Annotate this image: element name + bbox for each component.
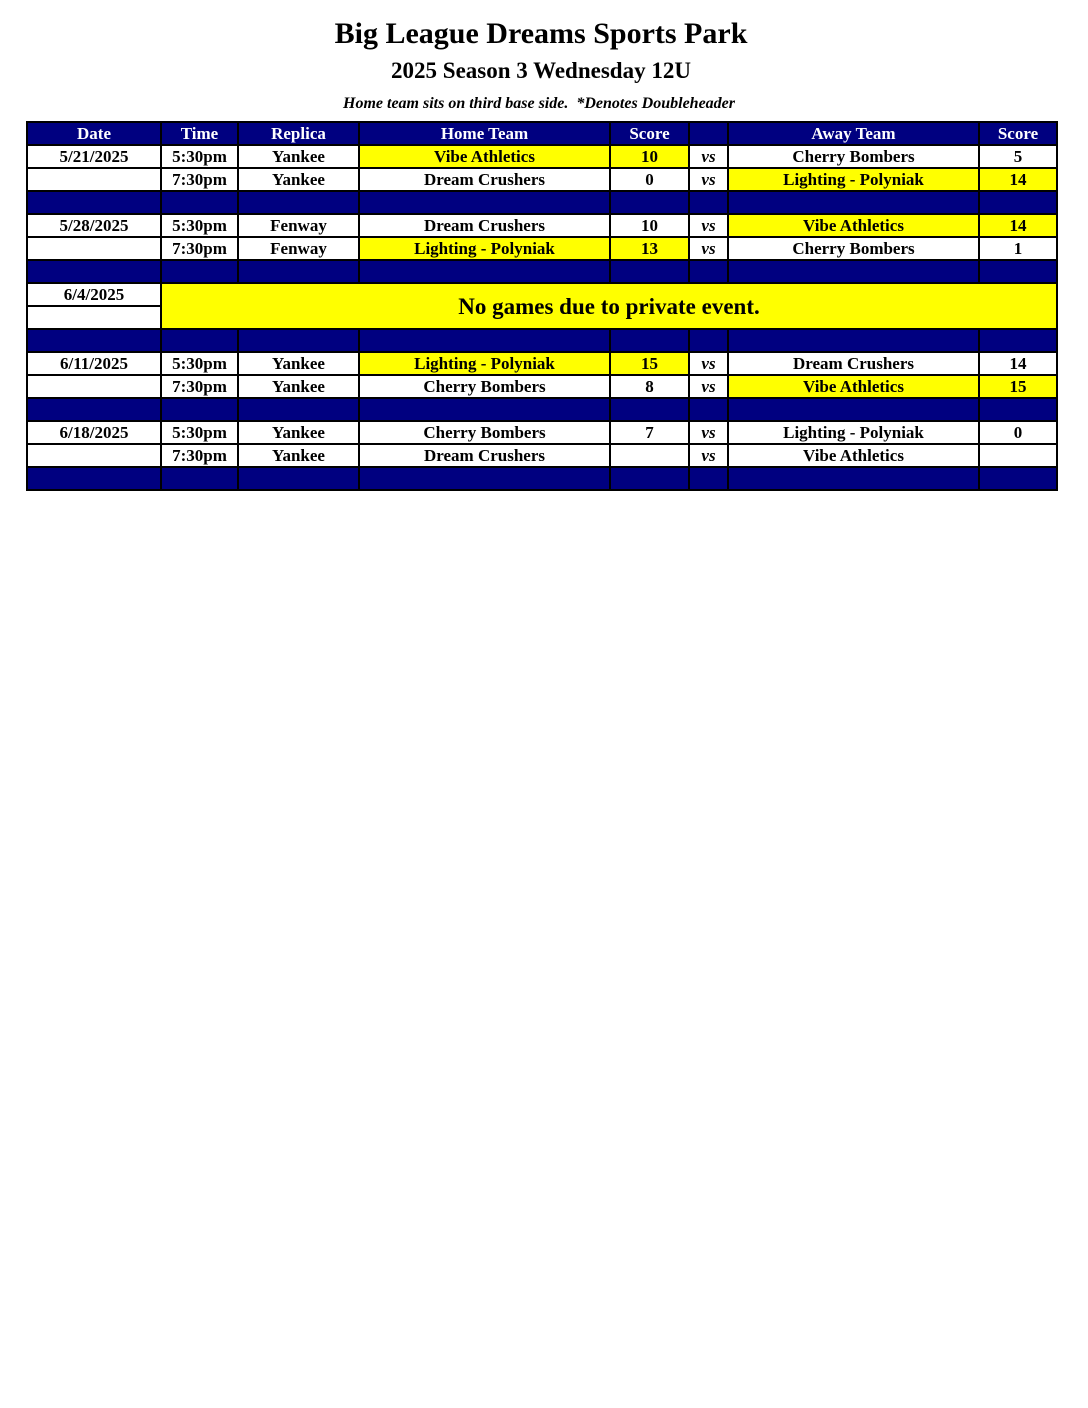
separator-cell xyxy=(689,260,728,283)
home-score-cell: 7 xyxy=(610,421,689,444)
away-team-cell: Vibe Athletics xyxy=(728,214,979,237)
page-subtitle: 2025 Season 3 Wednesday 12U xyxy=(391,58,691,83)
away-score-cell: 15 xyxy=(979,375,1057,398)
separator-cell xyxy=(728,329,979,352)
home-team-cell: Dream Crushers xyxy=(359,168,610,191)
away-score-cell: 0 xyxy=(979,421,1057,444)
separator-cell xyxy=(359,467,610,490)
separator-cell xyxy=(238,329,359,352)
time-cell: 7:30pm xyxy=(161,375,238,398)
game-row xyxy=(27,352,1057,375)
home-team-cell: Dream Crushers xyxy=(359,444,610,467)
replica-cell: Yankee xyxy=(238,352,359,375)
separator-cell xyxy=(610,467,689,490)
vs-label: vs xyxy=(689,421,728,444)
time-cell: 5:30pm xyxy=(161,421,238,444)
separator-cell xyxy=(161,191,238,214)
date-cell: 5/21/2025 xyxy=(27,145,161,168)
separator-cell xyxy=(979,398,1057,421)
separator-row xyxy=(27,467,1057,490)
schedule-body xyxy=(27,145,1057,490)
time-cell: 7:30pm xyxy=(161,444,238,467)
separator-cell xyxy=(689,191,728,214)
header-row xyxy=(27,122,1057,145)
replica-cell: Fenway xyxy=(238,237,359,260)
date-cell-empty xyxy=(27,306,161,329)
separator-cell xyxy=(728,191,979,214)
separator-cell xyxy=(161,398,238,421)
schedule-note: Home team sits on third base side. *Denotes Doubleheader xyxy=(343,95,735,112)
game-row xyxy=(27,444,1057,467)
home-team-cell: Lighting - Polyniak xyxy=(359,237,610,260)
column-header-time: Time xyxy=(161,122,238,145)
column-header-vs xyxy=(689,122,728,145)
separator-cell xyxy=(27,260,161,283)
column-header-replica: Replica xyxy=(238,122,359,145)
date-cell xyxy=(27,237,161,260)
column-header-date: Date xyxy=(27,122,161,145)
separator-cell xyxy=(27,191,161,214)
event-notice: No games due to private event. xyxy=(161,283,1057,329)
column-header-away-team: Away Team xyxy=(728,122,979,145)
separator-cell xyxy=(238,467,359,490)
separator-cell xyxy=(27,398,161,421)
away-score-cell: 5 xyxy=(979,145,1057,168)
game-row xyxy=(27,237,1057,260)
date-cell: 6/18/2025 xyxy=(27,421,161,444)
separator-cell xyxy=(610,398,689,421)
game-row xyxy=(27,214,1057,237)
away-team-cell: Cherry Bombers xyxy=(728,237,979,260)
column-header-away-score: Score xyxy=(979,122,1057,145)
separator-cell xyxy=(359,398,610,421)
replica-cell: Yankee xyxy=(238,421,359,444)
separator-cell xyxy=(610,260,689,283)
separator-cell xyxy=(610,329,689,352)
separator-cell xyxy=(359,329,610,352)
separator-cell xyxy=(979,260,1057,283)
home-score-cell: 8 xyxy=(610,375,689,398)
home-score-cell: 0 xyxy=(610,168,689,191)
separator-cell xyxy=(979,467,1057,490)
away-team-cell: Vibe Athletics xyxy=(728,375,979,398)
home-score-cell xyxy=(610,444,689,467)
date-cell xyxy=(27,168,161,191)
vs-label: vs xyxy=(689,214,728,237)
separator-row xyxy=(27,191,1057,214)
home-score-cell: 13 xyxy=(610,237,689,260)
game-row xyxy=(27,375,1057,398)
game-row xyxy=(27,421,1057,444)
page-title: Big League Dreams Sports Park xyxy=(334,17,748,50)
home-team-cell: Lighting - Polyniak xyxy=(359,352,610,375)
separator-row xyxy=(27,329,1057,352)
date-cell: 5/28/2025 xyxy=(27,214,161,237)
separator-cell xyxy=(610,191,689,214)
separator-cell xyxy=(27,467,161,490)
away-score-cell xyxy=(979,444,1057,467)
away-team-cell: Lighting - Polyniak xyxy=(728,168,979,191)
separator-row xyxy=(27,260,1057,283)
separator-cell xyxy=(27,329,161,352)
home-team-cell: Vibe Athletics xyxy=(359,145,610,168)
separator-cell xyxy=(689,398,728,421)
separator-cell xyxy=(728,398,979,421)
separator-cell xyxy=(728,467,979,490)
separator-cell xyxy=(238,260,359,283)
time-cell: 7:30pm xyxy=(161,237,238,260)
vs-label: vs xyxy=(689,444,728,467)
away-score-cell: 14 xyxy=(979,352,1057,375)
event-row xyxy=(27,283,1057,306)
vs-label: vs xyxy=(689,352,728,375)
away-score-cell: 14 xyxy=(979,214,1057,237)
time-cell: 7:30pm xyxy=(161,168,238,191)
vs-label: vs xyxy=(689,168,728,191)
home-score-cell: 10 xyxy=(610,145,689,168)
schedule-table xyxy=(26,121,1058,491)
replica-cell: Yankee xyxy=(238,375,359,398)
separator-cell xyxy=(979,191,1057,214)
home-team-cell: Cherry Bombers xyxy=(359,421,610,444)
separator-cell xyxy=(161,467,238,490)
separator-cell xyxy=(359,191,610,214)
replica-cell: Yankee xyxy=(238,145,359,168)
replica-cell: Fenway xyxy=(238,214,359,237)
column-header-home-team: Home Team xyxy=(359,122,610,145)
away-team-cell: Cherry Bombers xyxy=(728,145,979,168)
vs-label: vs xyxy=(689,375,728,398)
game-row xyxy=(27,145,1057,168)
replica-cell: Yankee xyxy=(238,168,359,191)
separator-cell xyxy=(359,260,610,283)
date-cell: 6/11/2025 xyxy=(27,352,161,375)
home-score-cell: 15 xyxy=(610,352,689,375)
separator-cell xyxy=(161,260,238,283)
separator-cell xyxy=(238,191,359,214)
separator-cell xyxy=(689,467,728,490)
time-cell: 5:30pm xyxy=(161,352,238,375)
date-cell: 6/4/2025 xyxy=(27,283,161,306)
vs-label: vs xyxy=(689,145,728,168)
away-score-cell: 1 xyxy=(979,237,1057,260)
home-team-cell: Dream Crushers xyxy=(359,214,610,237)
date-cell xyxy=(27,444,161,467)
home-team-cell: Cherry Bombers xyxy=(359,375,610,398)
time-cell: 5:30pm xyxy=(161,214,238,237)
vs-label: vs xyxy=(689,237,728,260)
separator-cell xyxy=(238,398,359,421)
separator-cell xyxy=(161,329,238,352)
column-header-home-score: Score xyxy=(610,122,689,145)
separator-cell xyxy=(689,329,728,352)
away-team-cell: Dream Crushers xyxy=(728,352,979,375)
time-cell: 5:30pm xyxy=(161,145,238,168)
date-cell xyxy=(27,375,161,398)
away-team-cell: Lighting - Polyniak xyxy=(728,421,979,444)
separator-cell xyxy=(728,260,979,283)
away-score-cell: 14 xyxy=(979,168,1057,191)
away-team-cell: Vibe Athletics xyxy=(728,444,979,467)
separator-row xyxy=(27,398,1057,421)
replica-cell: Yankee xyxy=(238,444,359,467)
separator-cell xyxy=(979,329,1057,352)
game-row xyxy=(27,168,1057,191)
home-score-cell: 10 xyxy=(610,214,689,237)
